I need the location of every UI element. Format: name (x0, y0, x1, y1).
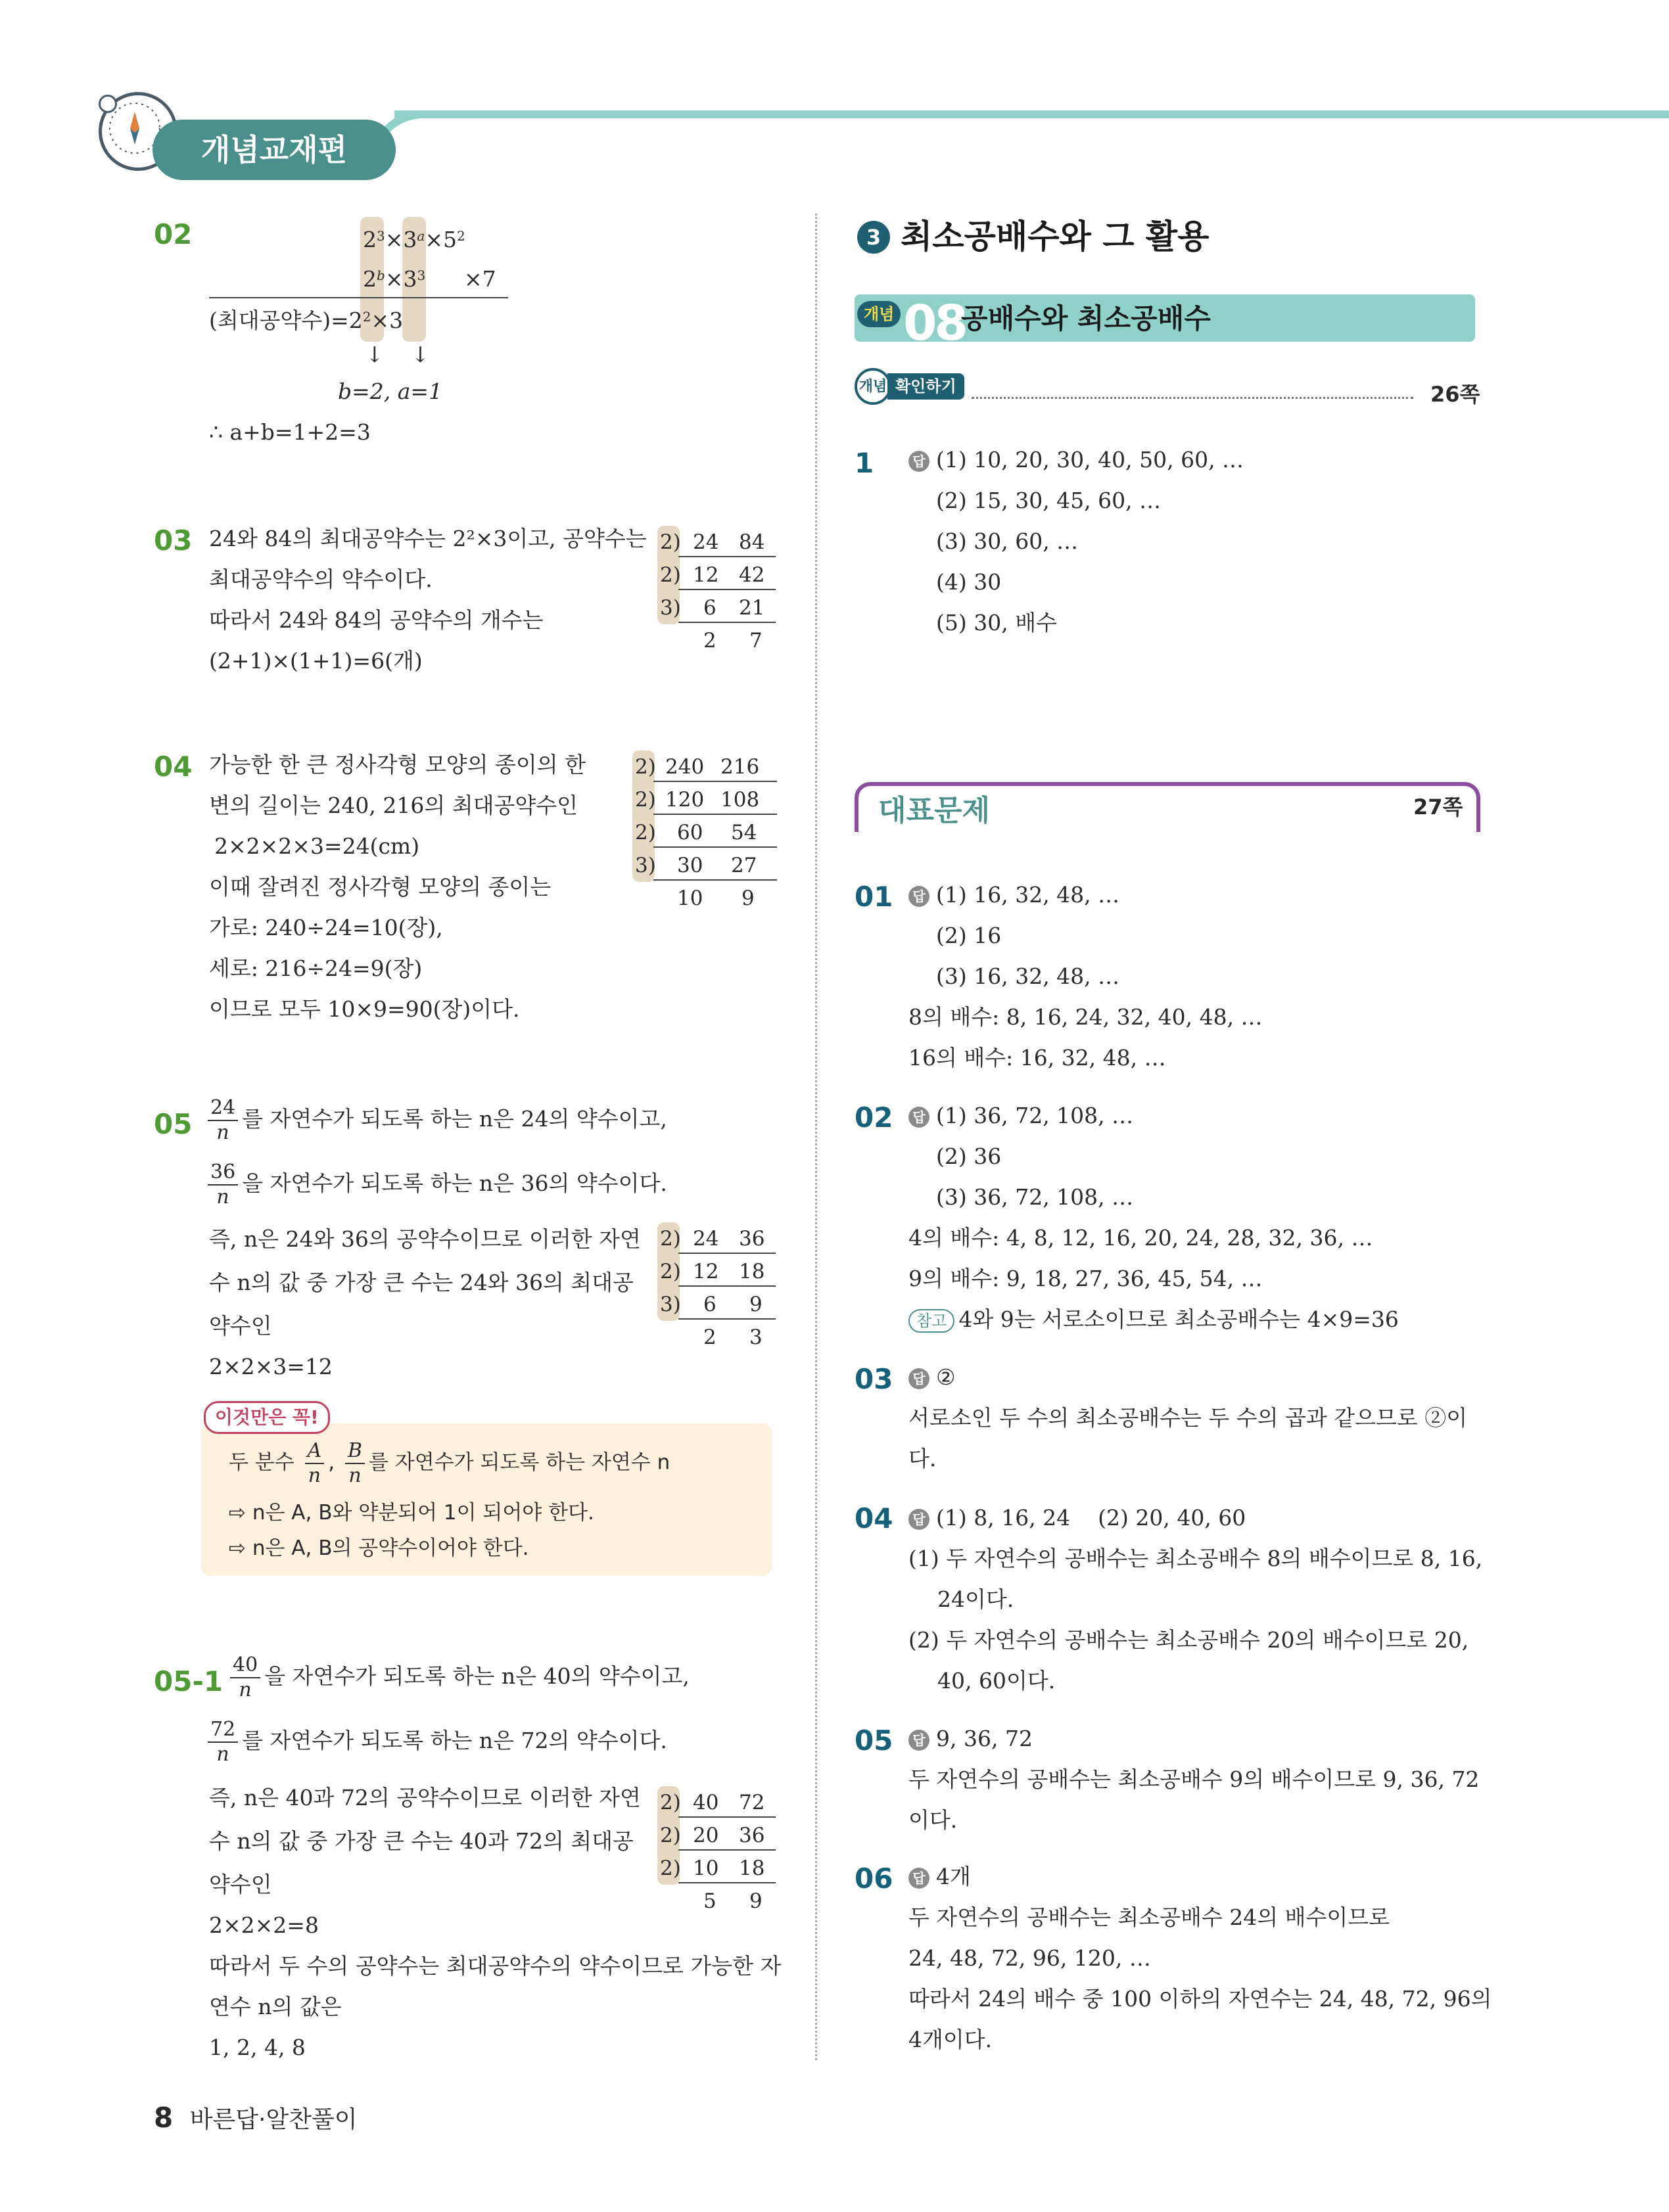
column-divider (815, 214, 817, 2060)
check-leader (972, 397, 1413, 399)
answer-icon: 답 (908, 1107, 929, 1128)
r02-body (908, 1103, 1399, 1347)
problem-number: 04 (154, 750, 193, 783)
answer-line: (2) 16 (936, 923, 1002, 948)
rep-title: 대표문제 (878, 794, 991, 827)
text-line: 최대공약수의 약수이다. (209, 566, 433, 592)
text-line: 변의 길이는 240, 216의 최대공약수인 (209, 793, 578, 818)
answer-value: (1) 8, 16, 24 (2) 20, 40, 60 (936, 1505, 1246, 1531)
rep-page: 27쪽 (1413, 795, 1463, 819)
ladder-division-04: 2) 240 216 2) 120 108 2) 60 54 3) 30 27 10 9 (632, 750, 777, 915)
answer-icon: 답 (908, 1509, 929, 1530)
text-line: 이때 잘려진 정사각형 모양의 종이는 (209, 874, 552, 900)
text-line: 즉, n은 40과 72의 공약수이므로 이러한 자연 (209, 1785, 641, 1810)
note-line-3: ⇨ n은 A, B의 공약수이어야 한다. (229, 1536, 529, 1560)
note-line-2: ⇨ n은 A, B와 약분되어 1이 되어야 한다. (229, 1501, 594, 1525)
check-tag-label: 확인하기 (887, 373, 964, 400)
p051-line-2: $\frac{72}{n}$ 를 자연수가 되도록 하는 n은 72의 약수이다. (204, 1718, 667, 1766)
check-tag-circle: 개념 (855, 368, 891, 405)
answer-icon: 답 (908, 886, 929, 907)
text-line: 따라서 24의 배수 중 100 이하의 자연수는 24, 48, 72, 96의 (908, 1986, 1492, 2012)
fraction: $\frac{72}{n}$ (208, 1718, 238, 1766)
answer-line: (1) 10, 20, 30, 40, 50, 60, … (936, 447, 1244, 472)
answer-value: ② (936, 1364, 956, 1390)
text-line: 따라서 24와 84의 공약수의 개수는 (209, 607, 544, 633)
problem-number: 06 (855, 1862, 893, 1895)
text-line: 수 n의 값 중 가장 큰 수는 40과 72의 최대공 (209, 1828, 634, 1854)
text-line: 두 자연수의 공배수는 최소공배수 24의 배수이므로 (908, 1904, 1390, 1930)
text-line: 4의 배수: 4, 8, 12, 16, 20, 24, 28, 32, 36, … (908, 1225, 1373, 1251)
section-title: 최소공배수와 그 활용 (901, 218, 1210, 256)
text-line: 24이다. (937, 1586, 1014, 1612)
text-line: 2×2×2×3=24(cm) (214, 833, 420, 859)
ref-tag: 참고 (908, 1309, 954, 1333)
fraction: $\frac{B}{n}$ (345, 1439, 365, 1488)
text-line: 9의 배수: 9, 18, 27, 36, 45, 54, … (908, 1266, 1263, 1291)
p05-text (209, 1226, 641, 1394)
p05-line-1: $\frac{24}{n}$ 를 자연수가 되도록 하는 n은 24의 약수이고, (204, 1096, 667, 1145)
concept-title: 공배수와 최소공배수 (961, 302, 1211, 334)
r03-body (908, 1364, 1467, 1486)
problem-number: 03 (154, 524, 193, 557)
factor-rule (209, 297, 508, 298)
answer-value: 9, 36, 72 (936, 1726, 1033, 1751)
result-line: b=2, a=1 (338, 379, 443, 404)
text-line: 이다. (908, 1807, 958, 1833)
problem-number: 02 (154, 218, 193, 250)
footer (154, 2103, 358, 2135)
factor-line-2-seven: ×7 (464, 266, 496, 292)
answer-line: (1) 16, 32, 48, … (936, 882, 1120, 908)
note-line-1: 두 분수 $\frac{A}{n}$ , $\frac{B}{n}$ 를 자연수가 되도록 하는 자연수 n (229, 1439, 670, 1487)
text-line: 1, 2, 4, 8 (209, 2035, 306, 2060)
q1-answer (908, 447, 1244, 651)
section-number: 3 (857, 221, 890, 254)
text-line: 이므로 모두 10×9=90(장)이다. (209, 996, 520, 1022)
header-badge: 개념교재편 (153, 120, 396, 180)
ref-text: 4와 9는 서로소이므로 최소공배수는 4×9=36 (958, 1306, 1399, 1332)
text-line: 24와 84의 최대공약수는 2²×3이고, 공약수는 (209, 526, 647, 551)
text-line: 16의 배수: 16, 32, 48, … (908, 1045, 1166, 1071)
note-label: 이것만은 꼭! (204, 1401, 330, 1434)
text-line: 약수인 (209, 1313, 272, 1339)
fraction: $\frac{40}{n}$ (230, 1653, 260, 1702)
problem-number: 05-1 (154, 1665, 223, 1697)
p03-text (209, 526, 647, 689)
p04-text (209, 752, 586, 1037)
answer-line: (5) 30, 배수 (936, 610, 1057, 635)
page-number: 8 (154, 2102, 174, 2134)
text-line: 세로: 216÷24=9(장) (209, 956, 423, 981)
text-line: 2×2×3=12 (209, 1354, 333, 1379)
r01-body (908, 882, 1263, 1086)
conclusion-line: ∴ a+b=1+2=3 (209, 419, 371, 445)
text-line: 24, 48, 72, 96, 120, … (908, 1945, 1151, 1971)
concept-number: 08 (903, 295, 966, 352)
gcd-line: (최대공약수)$=2^2\times 3$ (209, 308, 404, 333)
answer-line: (1) 36, 72, 108, … (936, 1103, 1134, 1128)
problem-number: 01 (855, 881, 893, 913)
problem-number: 03 (855, 1363, 893, 1395)
text-line: 가로: 240÷24=10(장), (209, 915, 443, 940)
text-line: 즉, n은 24와 36의 공약수이므로 이러한 자연 (209, 1226, 641, 1252)
text-line: 다. (908, 1446, 937, 1471)
answer-icon: 답 (908, 1730, 929, 1751)
text-line: 2×2×2=8 (209, 1912, 319, 1938)
text-line: 따라서 두 수의 공약수는 최대공약수의 약수이므로 가능한 자 (209, 1953, 782, 1979)
text-line: 4개이다. (908, 2027, 993, 2052)
answer-icon: 답 (908, 1868, 929, 1889)
problem-number: 02 (855, 1101, 893, 1134)
text-line: 가능한 한 큰 정사각형 모양의 종이의 한 (209, 752, 586, 777)
answer-line: (3) 30, 60, … (936, 528, 1079, 554)
fraction: $\frac{A}{n}$ (305, 1439, 325, 1488)
header-band (394, 110, 1669, 118)
problem-number: 04 (855, 1502, 893, 1534)
factor-line-2: $2^b\times 3^3$ (363, 266, 426, 292)
ladder-division-05: 2) 24 36 2) 12 18 3) 6 9 2 3 (657, 1222, 776, 1354)
arrows-line: ↓ ↓ (365, 342, 430, 367)
check-tag (855, 368, 964, 405)
fraction: $\frac{36}{n}$ (208, 1161, 238, 1209)
answer-line: (4) 30 (936, 569, 1002, 595)
concept-tag: 개념 (857, 301, 901, 327)
footer-title: 바른답·알찬풀이 (189, 2106, 358, 2133)
ladder-division-051: 2) 40 72 2) 20 36 2) 10 18 5 9 (657, 1786, 776, 1918)
answer-value: 4개 (936, 1864, 971, 1889)
text-line: (2+1)×(1+1)=6(개) (209, 648, 423, 674)
header-circle-small (99, 95, 117, 113)
r05-body (908, 1726, 1479, 1848)
problem-number: 05 (154, 1108, 193, 1140)
r04-body (908, 1505, 1482, 1709)
answer-icon: 답 (908, 451, 929, 472)
text-line: 약수인 (209, 1872, 272, 1897)
text-line: (1) 두 자연수의 공배수는 최소공배수 8의 배수이므로 8, 16, (908, 1546, 1483, 1571)
fraction: $\frac{24}{n}$ (208, 1096, 238, 1145)
answer-line: (3) 16, 32, 48, … (936, 963, 1120, 989)
text-line: 40, 60이다. (937, 1668, 1056, 1694)
ladder-division-03: 2) 24 84 2) 12 42 3) 6 21 2 7 (657, 526, 776, 657)
text-line: 수 n의 값 중 가장 큰 수는 24와 36의 최대공 (209, 1270, 634, 1295)
problem-number: 1 (855, 447, 874, 479)
text-line: 두 자연수의 공배수는 최소공배수 9의 배수이므로 9, 36, 72 (908, 1766, 1480, 1792)
answer-line: (3) 36, 72, 108, … (936, 1184, 1134, 1210)
p05-line-2: $\frac{36}{n}$ 을 자연수가 되도록 하는 n은 36의 약수이다. (204, 1161, 667, 1209)
p051-line-1: $\frac{40}{n}$ 을 자연수가 되도록 하는 n은 40의 약수이고, (226, 1653, 690, 1702)
factor-line-1: $2^3\times 3^a\times 5^2$ (363, 227, 465, 252)
check-page: 26쪽 (1430, 382, 1480, 407)
text-line: 서로소인 두 수의 최소공배수는 두 수의 곱과 같으므로 ②이 (908, 1405, 1468, 1431)
answer-line: (2) 15, 30, 45, 60, … (936, 488, 1162, 513)
answer-line: (2) 36 (936, 1143, 1002, 1169)
problem-number: 05 (855, 1724, 893, 1757)
text-line: 연수 n의 값은 (209, 1994, 342, 2019)
r06-body (908, 1864, 1492, 2067)
text-line: (2) 두 자연수의 공배수는 최소공배수 20의 배수이므로 20, (908, 1627, 1469, 1653)
answer-icon: 답 (908, 1368, 929, 1389)
text-line: 8의 배수: 8, 16, 24, 32, 40, 48, … (908, 1004, 1263, 1030)
